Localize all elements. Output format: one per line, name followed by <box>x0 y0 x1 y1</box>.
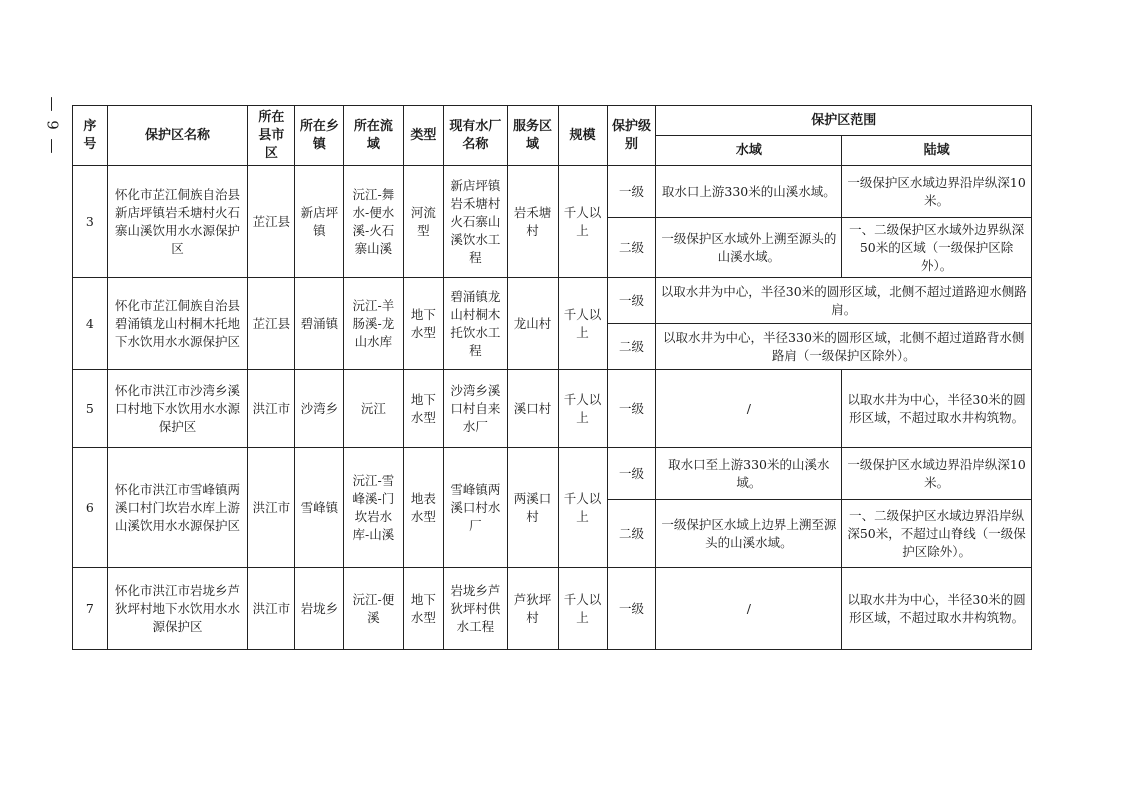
row-type: 地下水型 <box>403 370 444 448</box>
row-water: / <box>656 370 842 448</box>
row-town: 碧涌镇 <box>295 278 344 370</box>
row-service: 两溪口村 <box>507 448 558 568</box>
row-level: 一级 <box>607 278 656 324</box>
row-plant: 新店坪镇岩禾塘村火石寨山溪饮水工程 <box>444 166 507 278</box>
row-town: 新店坪镇 <box>295 166 344 278</box>
row-service: 芦狄坪村 <box>507 568 558 650</box>
row-water: 一级保护区水域上边界上溯至源头的山溪水域。 <box>656 500 842 568</box>
row-town: 岩垅乡 <box>295 568 344 650</box>
header-row <box>73 106 1032 136</box>
row-county: 洪江市 <box>248 568 295 650</box>
col-type-header: 类型 <box>403 106 444 166</box>
col-land-header: 陆域 <box>842 136 1032 166</box>
table-row <box>73 370 1032 448</box>
row-land: 以取水井为中心，半径30米的圆形区域，不超过取水井构筑物。 <box>842 568 1032 650</box>
row-scale: 千人以上 <box>558 448 607 568</box>
row-plant: 雪峰镇两溪口村水厂 <box>444 448 507 568</box>
row-county: 洪江市 <box>248 448 295 568</box>
row-type: 地表水型 <box>403 448 444 568</box>
row-town: 雪峰镇 <box>295 448 344 568</box>
row-town: 沙湾乡 <box>295 370 344 448</box>
row-name: 怀化市芷江侗族自治县碧涌镇龙山村桐木托地下水饮用水水源保护区 <box>107 278 248 370</box>
row-land: 一、二级保护区水域外边界纵深50米的区域（一级保护区除外）。 <box>842 218 1032 278</box>
row-basin: 沅江-雪峰溪-门坎岩水库-山溪 <box>344 448 403 568</box>
row-no: 3 <box>73 166 108 278</box>
col-name-header: 保护区名称 <box>107 106 248 166</box>
row-plant: 碧涌镇龙山村桐木托饮水工程 <box>444 278 507 370</box>
row-type: 地下水型 <box>403 278 444 370</box>
row-level: 一级 <box>607 448 656 500</box>
row-water: 取水口上游330米的山溪水域。 <box>656 166 842 218</box>
row-plant: 岩垅乡芦狄坪村供水工程 <box>444 568 507 650</box>
row-type: 地下水型 <box>403 568 444 650</box>
table-row <box>73 166 1032 218</box>
row-name: 怀化市洪江市雪峰镇两溪口村门坎岩水库上游山溪饮用水水源保护区 <box>107 448 248 568</box>
col-water-header: 水域 <box>656 136 842 166</box>
table-row <box>73 278 1032 324</box>
row-county: 芷江县 <box>248 166 295 278</box>
row-no: 6 <box>73 448 108 568</box>
row-level: 二级 <box>607 500 656 568</box>
protection-zone-table <box>72 105 1032 650</box>
col-scale-header: 规模 <box>558 106 607 166</box>
col-range-header: 保护区范围 <box>656 106 1032 136</box>
row-land: 一级保护区水域边界沿岸纵深10米。 <box>842 166 1032 218</box>
row-scale: 千人以上 <box>558 370 607 448</box>
table-row <box>73 448 1032 500</box>
col-county-header: 所在县市区 <box>248 106 295 166</box>
row-water: 取水口至上游330米的山溪水域。 <box>656 448 842 500</box>
row-name: 怀化市洪江市沙湾乡溪口村地下水饮用水水源保护区 <box>107 370 248 448</box>
row-no: 7 <box>73 568 108 650</box>
row-service: 溪口村 <box>507 370 558 448</box>
row-basin: 沅江-羊肠溪-龙山水库 <box>344 278 403 370</box>
row-water: / <box>656 568 842 650</box>
row-land: 一、二级保护区水域边界沿岸纵深50米，不超过山脊线（一级保护区除外）。 <box>842 500 1032 568</box>
row-range-merged: 以取水井为中心，半径330米的圆形区域，北侧不超过道路背水侧路肩（一级保护区除外）。 <box>656 324 1032 370</box>
row-level: 二级 <box>607 218 656 278</box>
row-range-merged: 以取水井为中心，半径30米的圆形区域，北侧不超过道路迎水侧路肩。 <box>656 278 1032 324</box>
row-level: 一级 <box>607 166 656 218</box>
col-basin-header: 所在流域 <box>344 106 403 166</box>
row-land: 以取水井为中心，半径30米的圆形区域，不超过取水井构筑物。 <box>842 370 1032 448</box>
row-county: 芷江县 <box>248 278 295 370</box>
row-scale: 千人以上 <box>558 278 607 370</box>
table-row <box>73 568 1032 650</box>
row-water: 一级保护区水域外上溯至源头的山溪水域。 <box>656 218 842 278</box>
row-county: 洪江市 <box>248 370 295 448</box>
row-plant: 沙湾乡溪口村自来水厂 <box>444 370 507 448</box>
col-service-header: 服务区域 <box>507 106 558 166</box>
row-scale: 千人以上 <box>558 568 607 650</box>
col-plant-header: 现有水厂名称 <box>444 106 507 166</box>
row-land: 一级保护区水域边界沿岸纵深10米。 <box>842 448 1032 500</box>
col-town-header: 所在乡镇 <box>295 106 344 166</box>
row-service: 岩禾塘村 <box>507 166 558 278</box>
row-type: 河流型 <box>403 166 444 278</box>
row-level: 一级 <box>607 568 656 650</box>
row-scale: 千人以上 <box>558 166 607 278</box>
page-number <box>38 96 68 156</box>
row-name: 怀化市洪江市岩垅乡芦狄坪村地下水饮用水水源保护区 <box>107 568 248 650</box>
page-number-text: — 9 — <box>44 96 62 156</box>
row-basin: 沅江 <box>344 370 403 448</box>
row-basin: 沅江-便溪 <box>344 568 403 650</box>
row-no: 5 <box>73 370 108 448</box>
row-name: 怀化市芷江侗族自治县新店坪镇岩禾塘村火石寨山溪饮用水水源保护区 <box>107 166 248 278</box>
row-basin: 沅江-舞水-便水溪-火石寨山溪 <box>344 166 403 278</box>
row-no: 4 <box>73 278 108 370</box>
row-level: 二级 <box>607 324 656 370</box>
col-no-header: 序号 <box>73 106 108 166</box>
col-level-header: 保护级别 <box>607 106 656 166</box>
row-level: 一级 <box>607 370 656 448</box>
row-service: 龙山村 <box>507 278 558 370</box>
